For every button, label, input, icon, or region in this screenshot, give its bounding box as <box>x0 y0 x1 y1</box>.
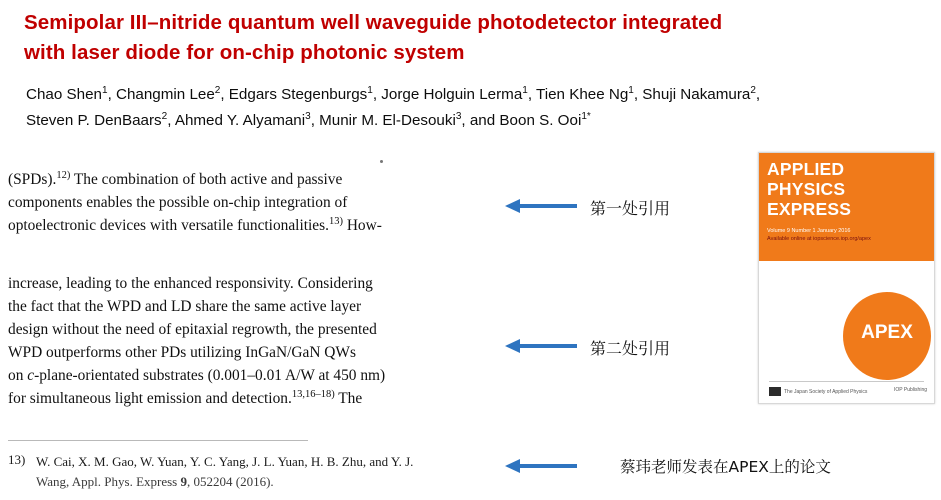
cover-title <box>767 159 851 219</box>
arrow-head-icon <box>505 199 520 213</box>
annotation-label-3: 蔡玮老师发表在APEX上的论文 <box>620 458 831 476</box>
paragraph-1-line-1: (SPDs).$^{12)}$ The combination of both active and passive <box>8 169 343 188</box>
cover-footer <box>769 387 927 396</box>
annotation-label-2: 第二处引用 <box>590 339 671 358</box>
annotation-arrow-1 <box>505 199 577 213</box>
cover-footer-left: The Japan Society of Applied Physics <box>769 387 867 396</box>
reference-line-2: Wang, Appl. Phys. Express 9, 052204 (2016). <box>36 474 274 489</box>
paragraph-2-line-3: design without the need of epitaxial regrowth, the presented <box>8 321 377 338</box>
arrow-head-icon <box>505 459 520 473</box>
cover-availability-line: Available online at iopscience.iop.org/apex <box>767 236 871 242</box>
body-paragraph-1 <box>8 168 498 237</box>
cover-footer-rule <box>769 381 924 382</box>
arrow-head-icon <box>505 339 520 353</box>
reference-number: 13) <box>8 452 26 467</box>
author-line-1: Chao Shen$^1$, Changmin Lee$^2$, Edgars Stegenburgs$^1$, Jorge Holguin Lerma$^1$, Tien Khee Ng$^1$, Shuji Nakamura$^2$, <box>26 84 761 103</box>
paragraph-2-line-1: increase, leading to the enhanced responsivity. Considering <box>8 275 373 292</box>
cover-volume-info <box>767 227 871 243</box>
arrow-shaft <box>520 344 577 348</box>
paragraph-2-line-2: the fact that the WPD and LD share the same active layer <box>8 298 362 315</box>
paragraph-2-line-5: on c-plane-orientated substrates (0.001–0.01 A/W at 450 nm) <box>8 367 386 384</box>
annotation-arrow-3 <box>505 459 577 473</box>
author-list <box>26 82 931 134</box>
paragraph-1-line-3: optoelectronic devices with versatile functionalities.$^{13)}$ How- <box>8 215 382 234</box>
annotation-label-1: 第一处引用 <box>590 199 671 218</box>
cover-header-band <box>759 153 934 261</box>
cover-volume-line: Volume 9 Number 1 January 2016 <box>767 228 851 234</box>
reference-line-1: W. Cai, X. M. Gao, W. Yuan, Y. C. Yang, J. L. Yuan, H. B. Zhu, and Y. J. <box>36 454 414 469</box>
cover-title-line-2: PHYSICS <box>767 179 846 199</box>
apex-badge-label: APEX <box>861 322 913 343</box>
arrow-shaft <box>520 204 577 208</box>
reference-separator <box>8 440 308 441</box>
paragraph-1-line-2: components enables the possible on-chip integration of <box>8 194 348 211</box>
body-paragraph-2 <box>8 272 498 410</box>
cover-footer-right: IOP Publishing <box>894 387 927 393</box>
apex-badge <box>843 292 931 380</box>
reference-entry <box>36 452 496 492</box>
author-line-2: Steven P. DenBaars$^2$, Ahmed Y. Alyamani$^3$, Munir M. El-Desouki$^3$, and Boon S. Ooi$^{1*}$ <box>26 110 591 129</box>
paragraph-2-line-6: for simultaneous light emission and detection.$^{13,16-18)}$ The <box>8 388 363 407</box>
journal-cover-thumbnail <box>758 152 935 404</box>
page-title: Semipolar III–nitride quantum well waveguide photodetector integrated with laser diode for on-chip photonic system <box>24 11 723 64</box>
jsap-logo-icon <box>769 387 781 396</box>
paragraph-2-line-4: WPD outperforms other PDs utilizing InGaN/GaN QWs <box>8 344 356 361</box>
cover-title-line-1: APPLIED <box>767 159 845 179</box>
arrow-shaft <box>520 464 577 468</box>
annotation-arrow-2 <box>505 339 577 353</box>
cover-title-line-3: EXPRESS <box>767 199 852 219</box>
scan-artifact-dot <box>380 160 383 163</box>
